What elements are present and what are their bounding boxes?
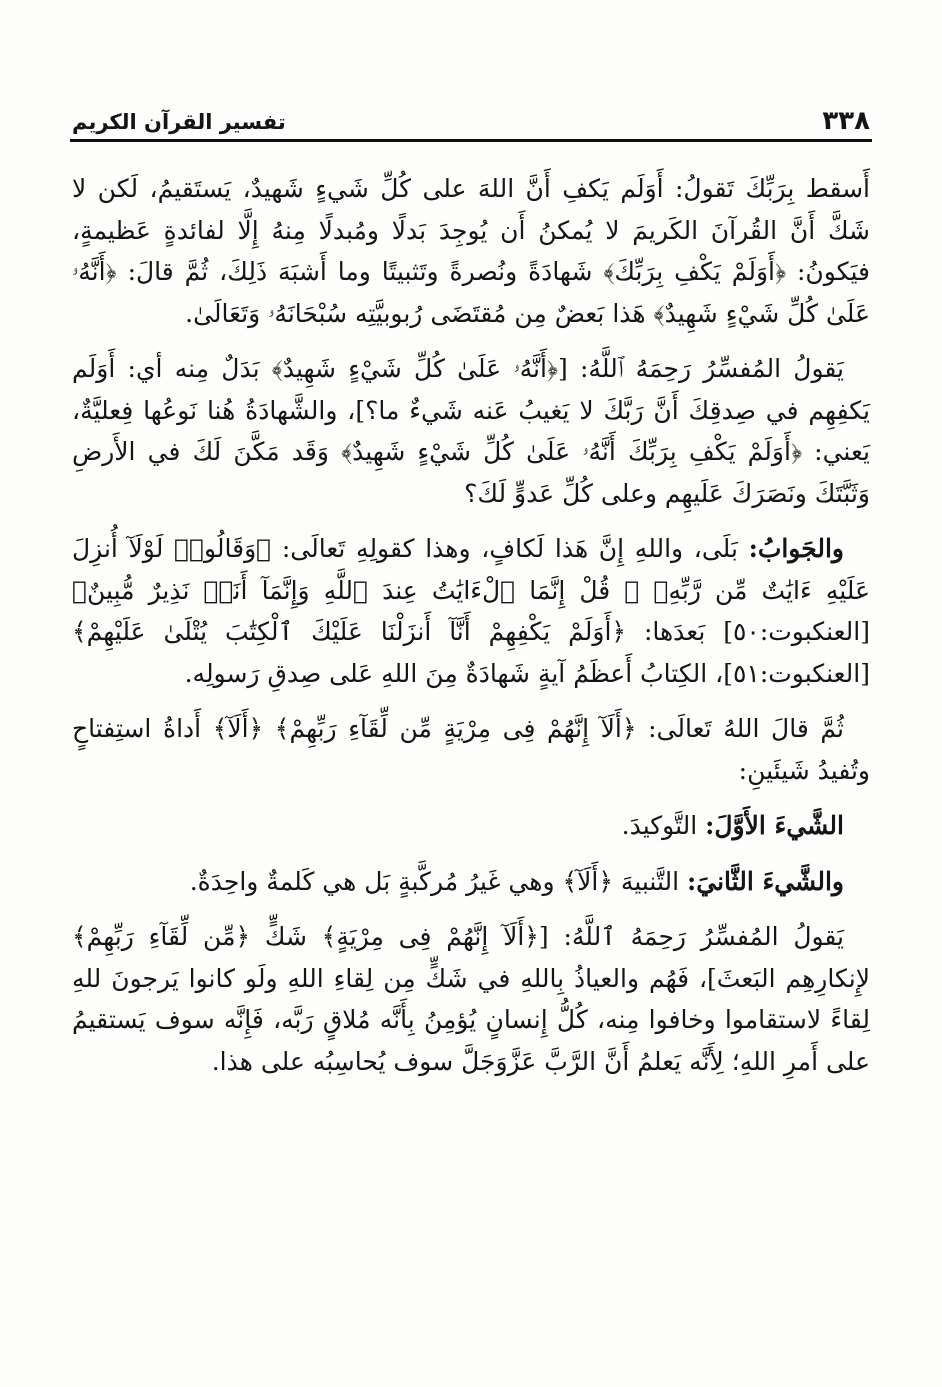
- paragraph: [72, 916, 870, 1082]
- paragraph: [72, 168, 870, 334]
- paragraph: [72, 348, 870, 514]
- paragraph-text: ثُمَّ قالَ اللهُ تَعالَى: ﴿أَلَآ إِنَّهُمْ فِى مِرْيَةٍ مِّن لِّقَآءِ رَبِّهِمْ﴾ ﴿أَلَآ﴾ أَداةُ استِفتاحٍ وتُفيدُ شَيئَينِ:: [72, 714, 870, 785]
- paragraph: [72, 861, 870, 903]
- paragraph: [72, 528, 870, 694]
- paragraph-heading: والشَّيءَ الثَّانيَ:: [687, 866, 844, 896]
- paragraph: [72, 805, 870, 847]
- paragraph-heading: الشَّيءَ الأَوَّلَ:: [705, 811, 844, 840]
- paragraph-text: يَقولُ المُفسِّرُ رَحِمَهُ ٱللَّهُ: [﴿أَنَّهُۥ عَلَىٰ كُلِّ شَيْءٍ شَهِيدٌ﴾ بَدَلٌ مِنه أي: أَوَلَم يَكفِهِم في صِدقِكَ أَنَّ رَبَّكَ لا يَغيبُ عَنه شَيءٌ ما؟]، والشَّهادَةُ هُنا نَوعُها فِعليَّةٌ، يَعني: ﴿أَوَلَمْ يَكْفِ بِرَبِّكَ أَنَّهُۥ عَلَىٰ كُلِّ شَيْءٍ شَهِيدٌ﴾ وَقَد مَكَّنَ لَكَ في الأَرضِ وَثَبَّتَكَ ونَصَرَكَ عَلَيهِم وعلى كُلِّ عَدوٍّ لَكَ؟: [72, 354, 870, 508]
- paragraph-text: التَّوكيدَ.: [621, 811, 706, 840]
- page-header: [70, 96, 872, 142]
- paragraph-text: التَّنبيهَ ﴿أَلَآ﴾ وهي غَيرُ مُركَّبةٍ بَل هي كَلمةٌ واحِدَةٌ.: [189, 866, 688, 896]
- header-divider: [70, 139, 872, 142]
- page-number: ٣٣٨: [822, 106, 870, 136]
- paragraph-text: يَقولُ المُفسِّرُ رَحِمَهُ ٱللَّهُ: [﴿أَلَآ إِنَّهُمْ فِى مِرْيَةٍ﴾ شَكٍّ ﴿مِّن لِّقَآءِ رَبِّهِمْ﴾ لإِنكارِهِم البَعثَ]، فَهُم والعياذُ بِاللهِ في شَكٍّ مِن لِقاءِ اللهِ ولَو كانوا يَرجونَ للهِ لِقاءً لاستقاموا وخافوا مِنه، كُلُّ إِنسانٍ يُؤمِنُ بِأَنَّه مُلاقٍ رَبَّه، فَإِنَّه سوف يَستقيمُ على أَمرِ اللهِ؛ لِأَنَّه يَعلمُ أَنَّ الرَّبَّ عَزَّوَجَلَّ سوف يُحاسِبُه على هذا.: [72, 922, 870, 1076]
- paragraph: [72, 708, 870, 791]
- book-title: تفسير القرآن الكريم: [72, 110, 286, 134]
- paragraph-text: بَلَى، واللهِ إِنَّ هَذا لَكافٍ، وهذا كقولِهِ تَعالَى: ﴿وَقَالُوا۟ لَوْلَآ أُنزِلَ عَلَيْهِ ءَايَٰتٌ مِّن رَّبِّهِۦ ۖ قُلْ إِنَّمَا ٱلْءَايَٰتُ عِندَ ٱللَّهِ وَإِنَّمَآ أَنَا۠ نَذِيرٌ مُّبِينٌ﴾ [العنكبوت:٥٠] بَعدَها: ﴿أَوَلَمْ يَكْفِهِمْ أَنَّآ أَنزَلْنَا عَلَيْكَ ٱلْكِتَٰبَ يُتْلَىٰ عَلَيْهِمْ﴾ [العنكبوت:٥١]، الكِتابُ أَعظَمُ آيةٍ شَهادَةٌ مِنَ اللهِ عَلى صِدقِ رَسولِه.: [72, 534, 870, 688]
- page-body: [72, 168, 870, 1096]
- paragraph-text: أَسقط بِرَبِّكَ تَقولُ: أَوَلَم يَكفِ أَنَّ اللهَ على كُلِّ شَيءٍ شَهيدٌ، يَستَقيمُ، لَكن لا شَكَّ أَنَّ القُرآنَ الكَريمَ لا يُمكنُ أَن يُوجِدَ بَدلًا ومُبدلًا مِنهُ إِلَّا لفائدةٍ عَظيمةٍ، فيَكونُ: ﴿أَوَلَمْ يَكْفِ بِرَبِّكَ﴾ شَهادَةً ونُصرةً وتَثبيتًا وما أَشبَهَ ذَلِكَ، ثُمَّ قالَ: ﴿أَنَّهُۥ عَلَىٰ كُلِّ شَيْءٍ شَهِيدٌ﴾ هَذا بَعضٌ مِن مُقتَضَى رُبوبيَّتِه سُبْحَانَهُۥ وَتَعَالَىٰ.: [72, 174, 870, 328]
- paragraph-heading: والجَوابُ:: [748, 534, 844, 563]
